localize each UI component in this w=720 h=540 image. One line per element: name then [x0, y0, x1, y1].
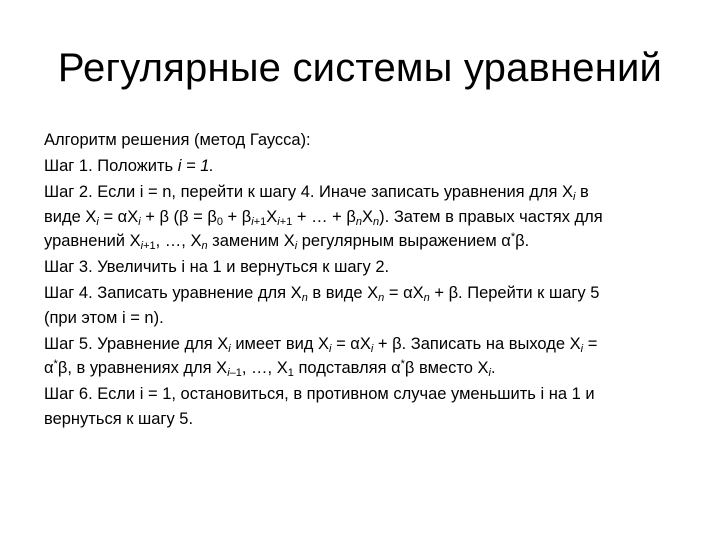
step-4-line1d: + β. Перейти к шагу 5	[434, 284, 600, 302]
step-5-line1c: = αX	[336, 334, 371, 353]
step-4: Шаг 4. Записать уравнение для $X_n$ в виде $X_n = \alpha X_n + \beta$. Перейти к шагу 5 (при этом i = n).	[44, 284, 600, 327]
step-1-text: Положить	[97, 157, 174, 175]
step-2-line2e: X	[266, 207, 278, 226]
step-5-line1b: имеет вид X	[235, 334, 330, 353]
step-2-line3b: , …, X	[155, 232, 202, 250]
step-2-line2b: = αX	[103, 207, 139, 226]
step-1-formula: i = 1.	[177, 157, 214, 175]
step-2-line3e: β.	[515, 232, 530, 250]
step-5-line2d: подставляя α	[298, 359, 401, 377]
step-2-line2c: + β (β = β	[145, 207, 217, 226]
step-2-line3c: заменим X	[212, 232, 295, 250]
step-2-line2f: + … + β	[296, 207, 356, 226]
step-2-line2d: + β	[227, 207, 252, 226]
step-2-line1-tail: в	[580, 183, 589, 201]
step-3: Шаг 3. Увеличить i на 1 и вернуться к шагу 2.	[44, 258, 390, 276]
step-6-line1: Шаг 6. Если i = 1, остановиться, в противном случае уменьшить i на 1 и	[44, 385, 595, 403]
step-5-line2f: .	[490, 359, 496, 377]
step-5-line2e: β вместо X	[404, 359, 489, 377]
step-2-line2h: ). Затем в правых частях для	[379, 207, 603, 226]
step-1-label: Шаг 1.	[44, 157, 93, 175]
step-6-line2: вернуться к шагу 5.	[44, 409, 194, 428]
step-6	[44, 382, 684, 431]
slide-body	[44, 128, 684, 433]
step-2: Шаг 2. Если i = n, перейти к шагу 4. Иначе записать уравнения для $X_i$ в виде $X_i = \alpha X_i + \beta$ ($\beta = \beta_0 + \beta_{i+1}X_{i+1}$ + … + $\beta_nX_n$). Затем в правых частях для уравнений $X_{i+1}$, …, $X_n$ заменим $X_i$ регулярным выражением α*β.	[44, 183, 603, 252]
step-2-line3a: уравнений X	[44, 232, 141, 250]
step-1	[44, 154, 684, 179]
step-2-label: Шаг 2.	[44, 183, 93, 201]
intro-text: Алгоритм решения (метод Гаусса):	[44, 131, 311, 149]
slide-title: Регулярные системы уравнений	[57, 46, 663, 90]
step-5-line2b: β, в уравнениях для X	[57, 359, 228, 377]
step-5-line2c: , …, X	[241, 359, 288, 377]
step-2-line3d: регулярным выражением α	[301, 232, 511, 250]
step-2-line2a: виде X	[44, 207, 97, 226]
step-5-line1d: + β. Записать на выходе X	[377, 334, 581, 353]
step-5-line2a: α	[44, 359, 54, 377]
step-5-line1a: Шаг 5. Уравнение для X	[44, 334, 229, 353]
step-4-line1c: = αX	[388, 284, 424, 302]
step-2-line2g: X	[362, 207, 374, 226]
step-2-line1: Если i = n, перейти к шагу 4. Иначе записать уравнения для X	[97, 183, 573, 201]
step-5-line1e: =	[587, 334, 598, 353]
subscript-i: i	[572, 191, 576, 203]
step-5: Шаг 5. Уравнение для $X_i$ имеет вид $X_i = \alpha X_i + \beta$. Записать на выходе $X_i$ = α*β, в уравнениях для $X_{i-1}$, …, $X_1$ подставляя α*β вместо $X_i$.	[44, 334, 598, 379]
step-4-line2: (при этом i = n).	[44, 308, 164, 327]
step-4-line1b: в виде X	[312, 284, 379, 302]
step-4-line1: Шаг 4. Записать уравнение для X	[44, 284, 302, 302]
